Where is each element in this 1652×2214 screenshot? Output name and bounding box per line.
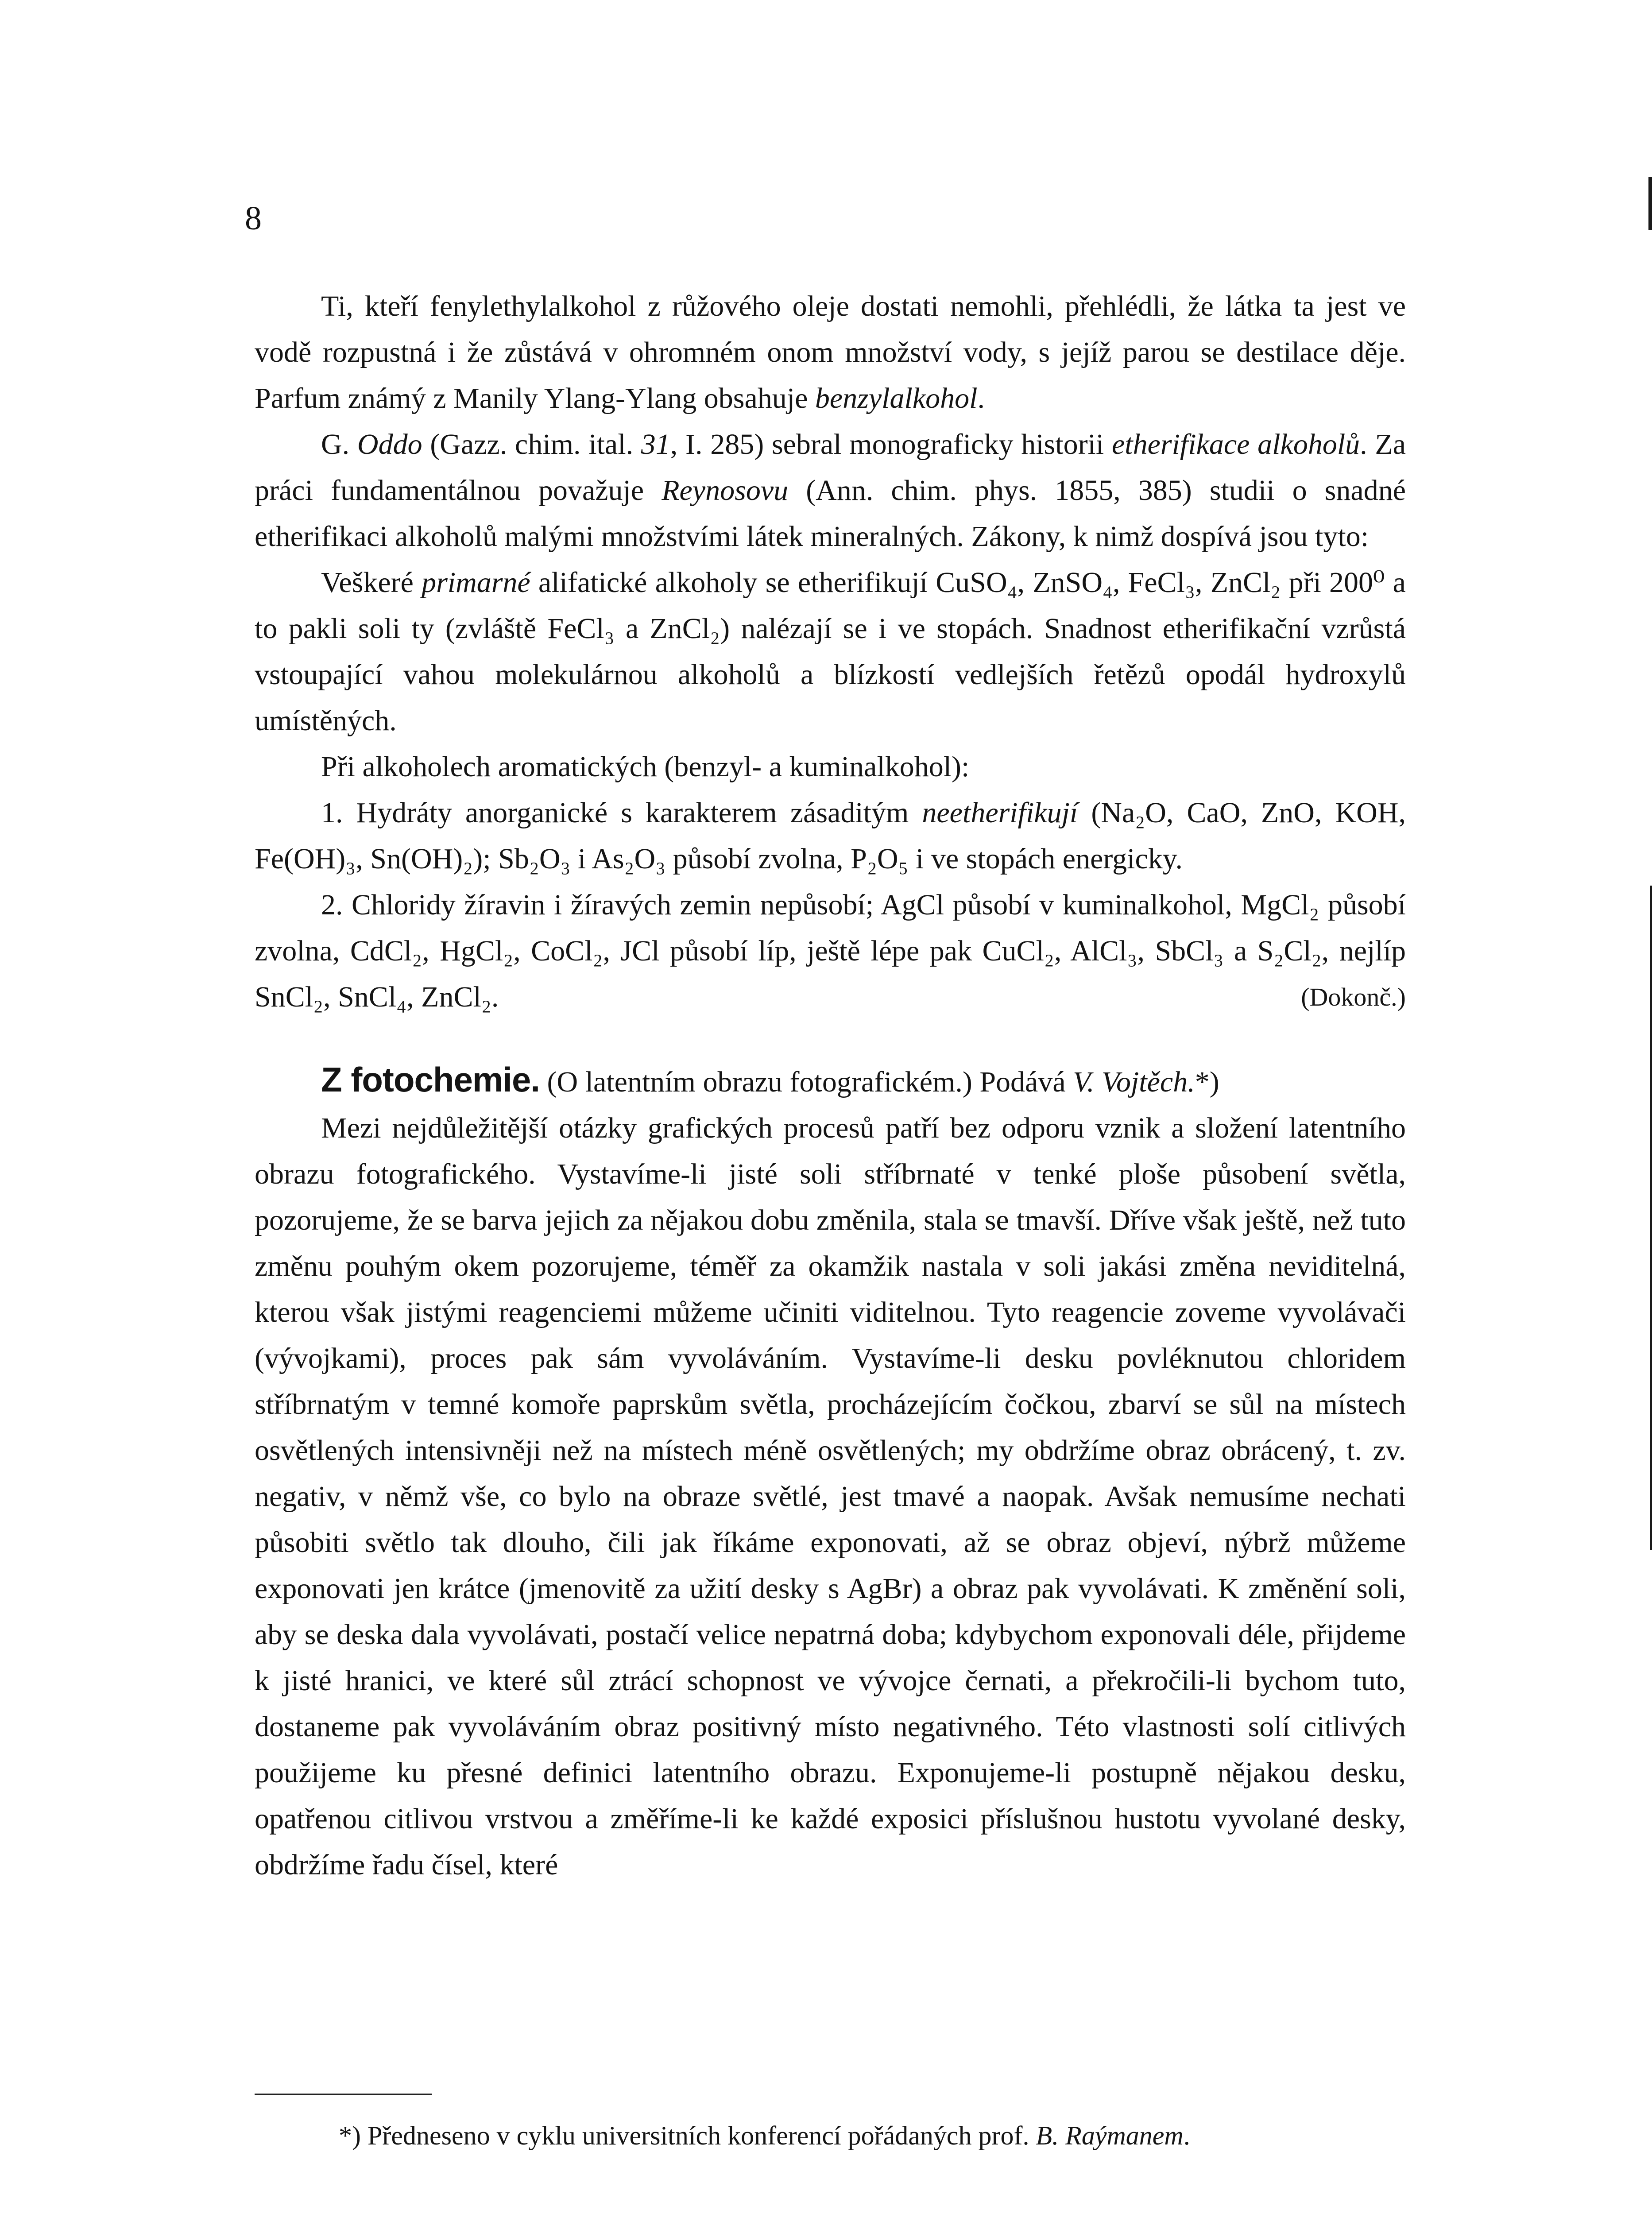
paragraph-fenylethylalkohol: Ti, kteří fenylethylalkohol z růžového oleje dostati nemohli, přehlédli, že látka ta jest ve vodě rozpustná i že zůstává v ohromném onom množství vody, s jejíž parou se destilace děje. Parfum známý z Manily Ylang-Ylang obsahuje benzylalkohol. (255, 290, 1406, 414)
scan-edge-right (1650, 886, 1652, 1550)
footnote: *) Předneseno v cyklu universitních konferencí pořádaných prof. B. Raýmanem. (339, 2121, 1190, 2150)
paragraph-chloridy: 2. Chloridy žíravin i žíravých zemin nepůsobí; AgCl působí v kuminalkohol, MgCl₂ působí zvolna, CdCl₂, HgCl₂, CoCl₂, JCl působí líp, ještě lépe pak CuCl₂, AlCl₃, SbCl₃ a S₂Cl₂, nejlíp SnCl₂, SnCl₄, ZnCl₂. (Dokonč.) (255, 882, 1406, 1020)
article-subtitle: (O latentním obrazu fotografickém.) Podává (540, 1066, 1073, 1098)
paragraph-primarne: Veškeré primarné alifatické alkoholy se etherifikují CuSO₄, ZnSO₄, FeCl₃, ZnCl₂ při 200⁰ a to pakli soli ty (zvláště FeCl₃ a ZnCl₂) nalézají se i ve stopách. Snadnost etherifikační vzrůstá vstoupající vahou molekulárnou alkoholů a blízkostí vedlejších řetězů opodál hydroxylů umístěných. (255, 566, 1406, 737)
article-author: V. Vojtěch. (1073, 1066, 1195, 1098)
article-body: Mezi nejdůležitější otázky grafických procesů patří bez odporu vznik a složení latentního obrazu fotografického. Vystavíme-li jisté soli stříbrnaté v tenké ploše působení světla, pozorujeme, že se barva jejich za nějakou dobu změnila, stala se tmavší. Dříve však ještě, než tuto změnu pouhým okem pozorujeme, téměř za okamžik nastala v soli jakási změna neviditelná, kterou však jistými reagenciemi můžeme učiniti viditelnou. Tyto reagencie zoveme vyvolávači (vývojkami), proces pak sám vyvoláváním. Vystavíme-li desku povléknutou chloridem stříbrnatým v temné komoře paprskům světla, procházejícím čočkou, zbarví se sůl na místech osvětlených intensivněji než na místech méně osvětlených; my obdržíme obraz obrácený, t. zv. negativ, v němž vše, co bylo na obraze světlé, jest tmavé a naopak. Avšak nemusíme nechati působiti světlo tak dlouho, čili jak říkáme exponovati, až se obraz objeví, nýbrž můžeme exponovati jen krátce (jmenovitě za užití desky s AgBr) a obraz pak vyvolávati. K změnění soli, aby se deska dala vyvolávati, postačí velice nepatrná doba; kdybychom exponovali déle, přijdeme k jisté hranici, ve které sůl ztrácí schopnost ve vývojce černati, a překročili-li bychom tuto, dostaneme pak vyvoláváním obraz positivný místo negativného. Této vlastnosti solí citlivých použijeme ku přesné definici latentního obrazu. Exponujeme-li postupně nějakou desku, opatřenou citlivou vrstvou a změříme-li ke každé exposici příslušnou hustotu vyvolané desky, obdržíme řadu čísel, které (255, 1112, 1406, 1881)
paragraph-aromaticke: Při alkoholech aromatických (benzyl- a kuminalkohol): (321, 751, 970, 783)
footnote-rule (255, 2094, 432, 2095)
continued-note: (Dokonč.) (1301, 983, 1406, 1011)
footnote-marker: *) (1195, 1066, 1219, 1098)
paragraph-oddo: G. Oddo (Gazz. chim. ital. 31, I. 285) sebral monograficky historii etherifikace alkoholů. Za práci fundamentálnou považuje Reynosovu (Ann. chim. phys. 1855, 385) studii o snadné etherifikaci alkoholů malými množstvími látek mineralných. Zákony, k nimž dospívá jsou tyto: (255, 428, 1406, 553)
paragraph-hydraty: 1. Hydráty anorganické s karakterem zásaditým neetherifikují (Na₂O, CaO, ZnO, KOH, Fe(OH)₃, Sn(OH)₂); Sb₂O₃ i As₂O₃ působí zvolna, P₂O₅ i ve stopách energicky. (255, 797, 1406, 875)
body-text (255, 283, 1406, 1888)
scan-edge-right-top (1648, 177, 1652, 230)
article-heading: Z fotochemie. (321, 1060, 540, 1099)
page-number: 8 (245, 200, 262, 237)
article-heading-line (255, 1057, 1406, 1105)
